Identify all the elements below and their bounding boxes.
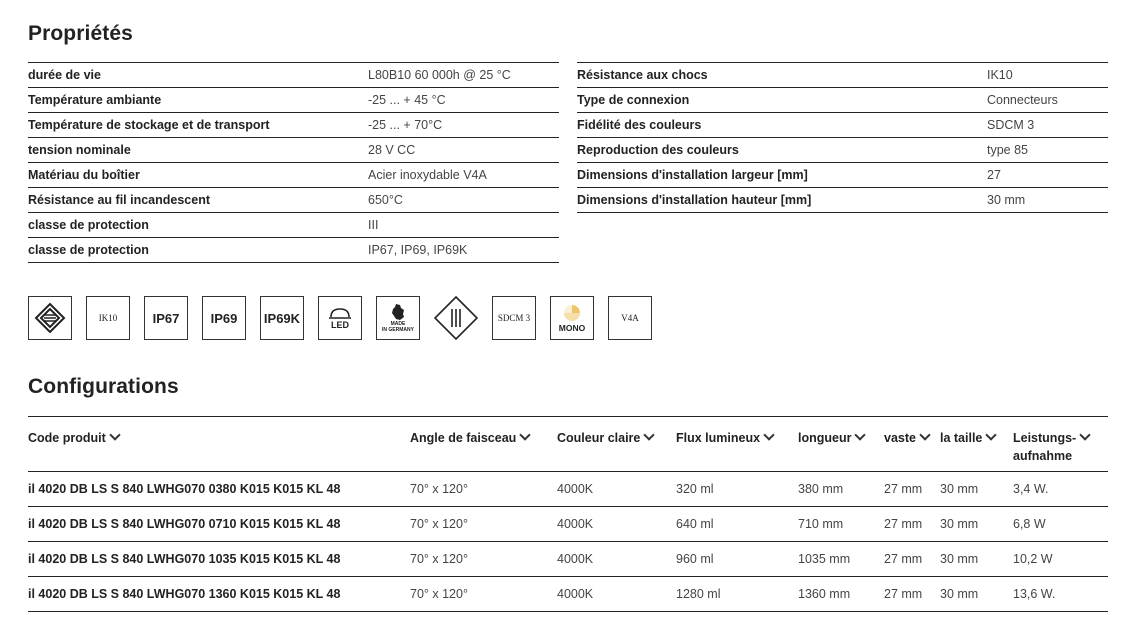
light-color: 4000K	[557, 587, 594, 601]
configurations-title: Configurations	[28, 375, 179, 398]
chevron-down-icon	[763, 429, 774, 440]
v4a-icon: V4A	[608, 296, 652, 340]
size: 30 mm	[940, 552, 979, 566]
chevron-down-icon	[644, 429, 655, 440]
property-label: classe de protection	[28, 243, 149, 257]
property-label: Température de stockage et de transport	[28, 118, 270, 132]
column-header-size[interactable]: la taille	[940, 429, 995, 447]
power: 10,2 W	[1013, 552, 1053, 566]
width: 27 mm	[884, 482, 923, 496]
table-row[interactable]	[28, 576, 1108, 612]
property-value: Acier inoxydable V4A	[368, 168, 487, 182]
width: 27 mm	[884, 552, 923, 566]
mono-icon	[550, 296, 594, 340]
property-row	[577, 162, 1108, 187]
width: 27 mm	[884, 517, 923, 531]
property-label: durée de vie	[28, 68, 101, 82]
property-label: Dimensions d'installation hauteur [mm]	[577, 193, 812, 207]
chevron-down-icon	[1080, 429, 1091, 440]
property-value: III	[368, 218, 379, 232]
chevron-down-icon	[919, 429, 930, 440]
property-value: 30 mm	[987, 193, 1026, 207]
property-label: Dimensions d'installation largeur [mm]	[577, 168, 808, 182]
certification-icons	[28, 296, 666, 340]
property-value: -25 ... + 70°C	[368, 118, 443, 132]
ip69-icon: IP69	[202, 296, 246, 340]
property-label: classe de protection	[28, 218, 149, 232]
table-row[interactable]	[28, 471, 1108, 506]
light-color: 4000K	[557, 552, 594, 566]
column-header-luminous-flux[interactable]: Flux lumineux	[676, 429, 773, 447]
property-row	[28, 212, 559, 237]
property-row	[28, 137, 559, 162]
property-row	[28, 187, 559, 212]
power: 6,8 W	[1013, 517, 1046, 531]
property-row	[577, 87, 1108, 112]
power: 13,6 W.	[1013, 587, 1056, 601]
property-row	[28, 162, 559, 187]
beam-angle: 70° x 120°	[410, 517, 468, 531]
size: 30 mm	[940, 517, 979, 531]
product-code: il 4020 DB LS S 840 LWHG070 0710 K015 K015 KL 48	[28, 517, 341, 531]
column-header-power[interactable]: Leistungs- aufnahme	[1013, 429, 1089, 465]
product-code: il 4020 DB LS S 840 LWHG070 1035 K015 K015 KL 48	[28, 552, 341, 566]
property-value: type 85	[987, 143, 1029, 157]
enec-icon	[28, 296, 72, 340]
size: 30 mm	[940, 587, 979, 601]
property-value: Connecteurs	[987, 93, 1058, 107]
luminous-flux: 640 ml	[676, 517, 714, 531]
property-row	[577, 62, 1108, 87]
chevron-down-icon	[986, 429, 997, 440]
column-header-light-color[interactable]: Couleur claire	[557, 429, 653, 447]
length: 710 mm	[798, 517, 844, 531]
property-label: Reproduction des couleurs	[577, 143, 739, 157]
width: 27 mm	[884, 587, 923, 601]
property-label: Fidélité des couleurs	[577, 118, 702, 132]
column-header-code[interactable]: Code produit	[28, 429, 119, 447]
ik10-icon: IK10	[86, 296, 130, 340]
mono-label: MONO	[558, 323, 586, 333]
property-value: L80B10 60 000h @ 25 °C	[368, 68, 511, 82]
property-label: Température ambiante	[28, 93, 162, 107]
made-in-germany-icon	[376, 296, 420, 340]
properties-title: Propriétés	[28, 22, 133, 45]
column-header-length[interactable]: longueur	[798, 429, 864, 447]
property-row	[28, 237, 559, 263]
property-row	[28, 112, 559, 137]
property-row	[577, 187, 1108, 213]
property-value: SDCM 3	[987, 118, 1035, 132]
table-header	[28, 416, 1108, 471]
size: 30 mm	[940, 482, 979, 496]
led-label: LED	[331, 320, 349, 330]
ip69k-icon: IP69K	[260, 296, 304, 340]
property-value: IK10	[987, 68, 1013, 82]
property-row	[577, 112, 1108, 137]
product-code: il 4020 DB LS S 840 LWHG070 1360 K015 K015 KL 48	[28, 587, 341, 601]
sdcm-icon: SDCM 3	[492, 296, 536, 340]
properties-table-right	[577, 62, 1108, 213]
luminous-flux: 960 ml	[676, 552, 714, 566]
chevron-down-icon	[520, 429, 531, 440]
power: 3,4 W.	[1013, 482, 1049, 496]
column-header-width[interactable]: vaste	[884, 429, 929, 447]
property-label: Résistance au fil incandescent	[28, 193, 211, 207]
property-value: IP67, IP69, IP69K	[368, 243, 468, 257]
length: 380 mm	[798, 482, 844, 496]
in-germany-label: IN GERMANY	[382, 327, 414, 333]
length: 1360 mm	[798, 587, 851, 601]
luminous-flux: 320 ml	[676, 482, 714, 496]
property-value: 27	[987, 168, 1001, 182]
led-icon	[318, 296, 362, 340]
chevron-down-icon	[855, 429, 866, 440]
table-row[interactable]	[28, 506, 1108, 541]
property-label: Matériau du boîtier	[28, 168, 140, 182]
chevron-down-icon	[109, 429, 120, 440]
property-value: -25 ... + 45 °C	[368, 93, 446, 107]
beam-angle: 70° x 120°	[410, 552, 468, 566]
made-label: MADE	[390, 321, 406, 327]
light-color: 4000K	[557, 517, 594, 531]
property-row	[28, 62, 559, 87]
property-label: Type de connexion	[577, 93, 690, 107]
property-label: tension nominale	[28, 143, 131, 157]
property-value: 28 V CC	[368, 143, 416, 157]
length: 1035 mm	[798, 552, 851, 566]
configurations-table	[28, 416, 1108, 612]
column-header-beam-angle[interactable]: Angle de faisceau	[410, 429, 529, 447]
property-value: 650°C	[368, 193, 403, 207]
product-code: il 4020 DB LS S 840 LWHG070 0380 K015 K015 KL 48	[28, 482, 341, 496]
luminous-flux: 1280 ml	[676, 587, 721, 601]
property-row	[28, 87, 559, 112]
light-color: 4000K	[557, 482, 594, 496]
properties-table-left	[28, 62, 559, 263]
table-row[interactable]	[28, 541, 1108, 576]
property-label: Résistance aux chocs	[577, 68, 708, 82]
beam-angle: 70° x 120°	[410, 587, 468, 601]
property-row	[577, 137, 1108, 162]
protection-class-iii-icon	[434, 296, 478, 340]
beam-angle: 70° x 120°	[410, 482, 468, 496]
ip67-icon: IP67	[144, 296, 188, 340]
